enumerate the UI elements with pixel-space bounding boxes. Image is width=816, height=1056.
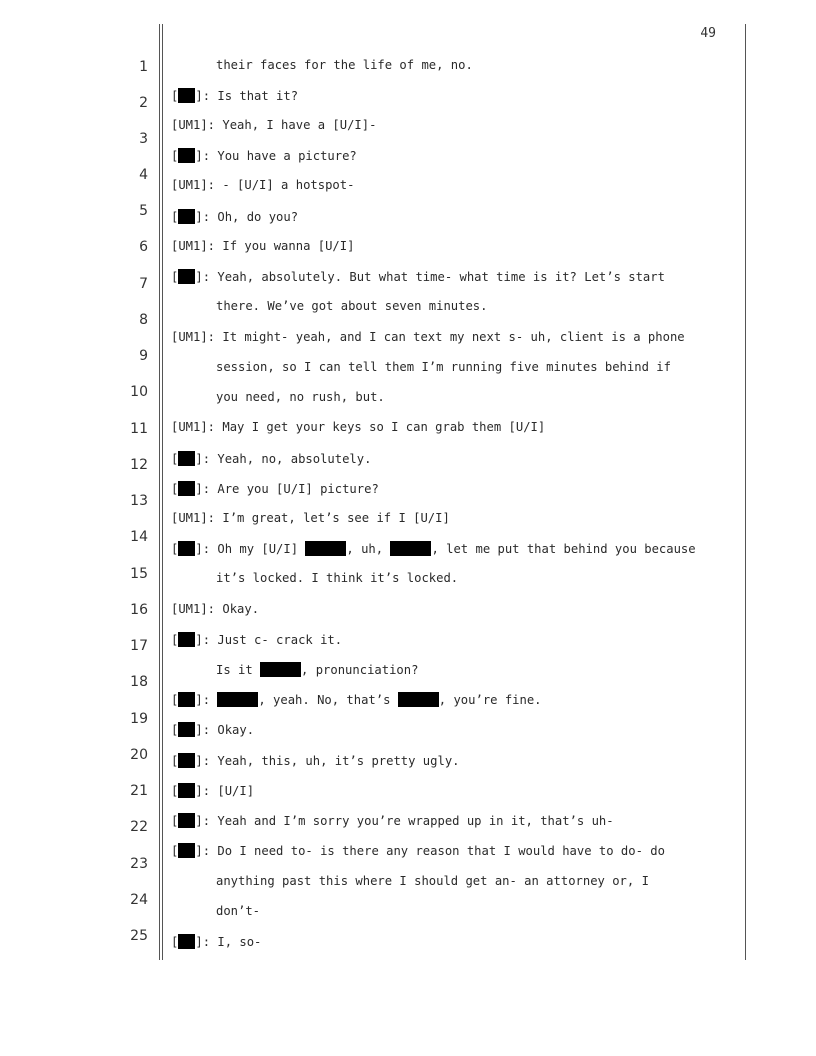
transcript-line: [ ]: You have a picture? bbox=[171, 149, 357, 163]
line-number: 24 bbox=[130, 892, 148, 908]
transcript-line: there. We’ve got about seven minutes. bbox=[216, 299, 488, 313]
redaction-block bbox=[178, 148, 195, 163]
line-number: 16 bbox=[130, 602, 148, 618]
transcript-line: [ ]: Yeah, absolutely. But what time- what time is it? Let’s start bbox=[171, 270, 665, 284]
redaction-block bbox=[178, 632, 195, 647]
line-number: 12 bbox=[130, 457, 148, 473]
line-number: 9 bbox=[139, 348, 148, 364]
line-number: 20 bbox=[130, 747, 148, 763]
transcript-line: [ ]: Just c- crack it. bbox=[171, 633, 343, 647]
redaction-block bbox=[178, 481, 195, 496]
transcript-line: [ ]: , yeah. No, that’s , you’re fine. bbox=[171, 693, 542, 707]
left-margin-rule-inner bbox=[162, 24, 163, 960]
line-number: 6 bbox=[139, 239, 148, 255]
redaction-block bbox=[178, 843, 195, 858]
transcript-line: [ ]: Yeah, no, absolutely. bbox=[171, 452, 372, 466]
redaction-block bbox=[178, 783, 195, 798]
transcript-line: [ ]: I, so- bbox=[171, 935, 262, 949]
redaction-block bbox=[398, 692, 439, 707]
line-number: 17 bbox=[130, 638, 148, 654]
transcript-line: anything past this where I should get an- an attorney or, I bbox=[216, 874, 649, 888]
right-margin-rule bbox=[745, 24, 746, 960]
transcript-line: session, so I can tell them I’m running five minutes behind if bbox=[216, 360, 671, 374]
redaction-block bbox=[217, 692, 258, 707]
transcript-line: [UM1]: It might- yeah, and I can text my next s- uh, client is a phone bbox=[171, 330, 685, 344]
line-number: 8 bbox=[139, 312, 148, 328]
line-number: 7 bbox=[139, 276, 148, 292]
line-number: 2 bbox=[139, 95, 148, 111]
transcript-line: [UM1]: Okay. bbox=[171, 602, 260, 616]
line-number: 22 bbox=[130, 819, 148, 835]
line-number: 21 bbox=[130, 783, 148, 799]
redaction-block bbox=[178, 209, 195, 224]
transcript-line: [ ]: [U/I] bbox=[171, 784, 255, 798]
transcript-line: [ ]: Do I need to- is there any reason that I would have to do- do bbox=[171, 844, 665, 858]
transcript-line: you need, no rush, but. bbox=[216, 390, 385, 404]
line-number: 10 bbox=[130, 384, 148, 400]
redaction-block bbox=[260, 662, 301, 677]
transcript-line: [ ]: Okay. bbox=[171, 723, 255, 737]
transcript-line: [UM1]: Yeah, I have a [U/I]- bbox=[171, 118, 377, 132]
transcript-line: don’t- bbox=[216, 904, 261, 918]
transcript-line: [UM1]: - [U/I] a hotspot- bbox=[171, 178, 355, 192]
transcript-line: [ ]: Yeah, this, uh, it’s pretty ugly. bbox=[171, 754, 460, 768]
redaction-block bbox=[178, 269, 195, 284]
line-number: 13 bbox=[130, 493, 148, 509]
transcript-line: [ ]: Oh my [U/I] , uh, , let me put that behind you because bbox=[171, 542, 696, 556]
line-number: 14 bbox=[130, 529, 148, 545]
line-number: 5 bbox=[139, 203, 148, 219]
line-number: 1 bbox=[139, 59, 148, 75]
redaction-block bbox=[178, 813, 195, 828]
redaction-block bbox=[178, 722, 195, 737]
line-number: 4 bbox=[139, 167, 148, 183]
line-number: 19 bbox=[130, 711, 148, 727]
redaction-block bbox=[390, 541, 431, 556]
transcript-line: [UM1]: If you wanna [U/I] bbox=[171, 239, 355, 253]
transcript-line: [ ]: Is that it? bbox=[171, 89, 299, 103]
transcript-line: [ ]: Oh, do you? bbox=[171, 210, 299, 224]
redaction-block bbox=[305, 541, 346, 556]
redaction-block bbox=[178, 541, 195, 556]
line-number: 11 bbox=[130, 421, 148, 437]
redaction-block bbox=[178, 451, 195, 466]
line-number: 23 bbox=[130, 856, 148, 872]
transcript-line: [ ]: Are you [U/I] picture? bbox=[171, 482, 379, 496]
transcript-line: [ ]: Yeah and I’m sorry you’re wrapped up in it, that’s uh- bbox=[171, 814, 614, 828]
line-number: 18 bbox=[130, 674, 148, 690]
redaction-block bbox=[178, 692, 195, 707]
left-margin-rule bbox=[159, 24, 160, 960]
line-number: 15 bbox=[130, 566, 148, 582]
redaction-block bbox=[178, 934, 195, 949]
redaction-block bbox=[178, 88, 195, 103]
transcript-line: [UM1]: May I get your keys so I can grab them [U/I] bbox=[171, 420, 546, 434]
transcript-line: Is it , pronunciation? bbox=[216, 663, 419, 677]
redaction-block bbox=[178, 753, 195, 768]
transcript-line: their faces for the life of me, no. bbox=[216, 58, 473, 72]
transcript-line: [UM1]: I’m great, let’s see if I [U/I] bbox=[171, 511, 450, 525]
transcript-line: it’s locked. I think it’s locked. bbox=[216, 571, 459, 585]
line-number: 3 bbox=[139, 131, 148, 147]
page-number: 49 bbox=[700, 26, 716, 41]
line-number: 25 bbox=[130, 928, 148, 944]
